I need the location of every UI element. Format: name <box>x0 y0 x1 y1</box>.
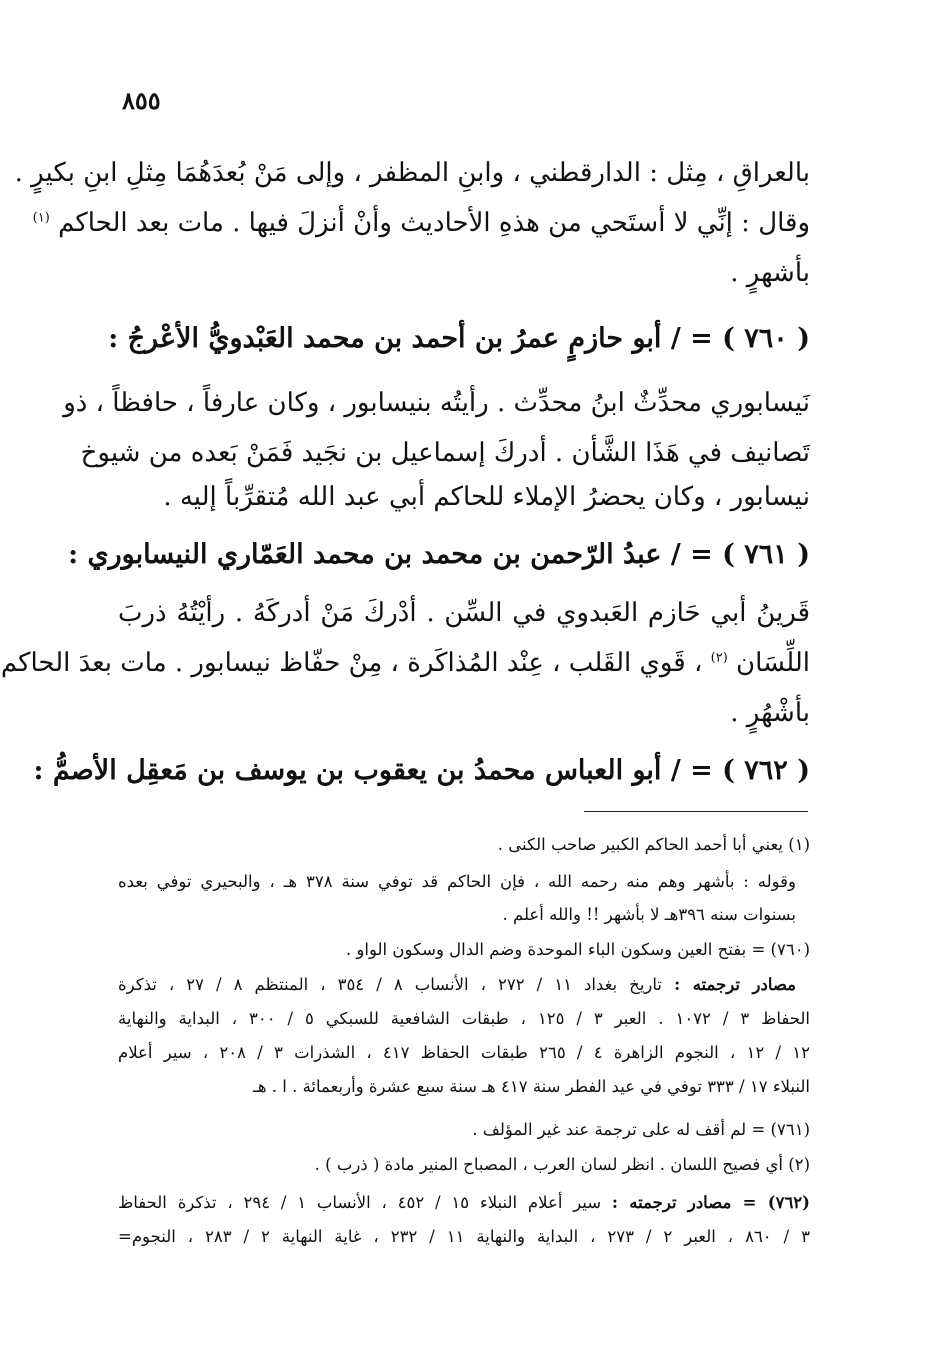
main-text-line-3: بأشهرٍ . <box>730 258 810 288</box>
main-text-line-2-text: وقال : إنِّي لا أستَحي من هذهِ الأحاديث وأنْ أنزلَ فيها . مات بعد الحاكم <box>58 208 810 238</box>
entry-761-line-2-text: ، قَوي القَلب ، عِنْد المُذاكَرة ، مِنْ حفّاظ نيسابور . مات بعدَ الحاكم <box>0 648 703 678</box>
footnote-762-line-2: ٣ / ٨٦٠ ، العبر ٢ / ٢٧٣ ، البداية والنهاية ١١ / ٢٣٢ ، غاية النهاية ٢ / ٢٨٣ ، النجوم= <box>118 1227 810 1246</box>
footnote-761: (٧٦١) = لم أقف له على ترجمة عند غير المؤلف . <box>472 1120 810 1139</box>
page-number: ٨٥٥ <box>122 86 161 115</box>
entry-761-line-3: بأشْهُرٍ . <box>730 698 810 728</box>
footnote-760-sources-label: مصادر ترجمته : <box>674 975 796 994</box>
footnote-1-cont-2: بسنوات سنه ٣٩٦هـ لا بأشهر !! والله أعلم . <box>502 905 796 924</box>
footnote-1-cont-1: وقوله : بأشهر وهم منه رحمه الله ، فإن الحاكم قد توفي سنة ٣٧٨ هـ ، والبحيري توفي بعده <box>118 872 796 891</box>
footnote-ref-1: (١) <box>32 210 50 226</box>
entry-heading-762: ( ٧٦٢ ) = / أبو العباس محمدُ بن يعقوب بن يوسف بن مَعقِل الأصمُّ : <box>33 755 810 786</box>
entry-760-line-1: نَيسابوري محدِّثٌ ابنُ محدِّث . رأيتُه بنيسابور ، وكان عارفاً ، حافظاً ، ذو <box>63 388 810 418</box>
footnote-ref-2: (٢) <box>710 650 728 666</box>
main-text-line-1: بالعراقِ ، مِثل : الدارقطني ، وابنِ المظفر ، وإلى مَنْ بُعدَهُمَا مِثلِ ابنِ بكيرٍ . <box>14 158 810 188</box>
footnote-760-sources-3: ١٢ / ١٢ ، النجوم الزاهرة ٤ / ٢٦٥ طبقات الحفاظ ٤١٧ ، الشذرات ٣ / ٢٠٨ ، سير أعلام <box>118 1043 810 1062</box>
entry-760-line-2: تَصانيف في هَذَا الشَّأن . أدركَ إسماعيل بن نجَيد فَمَنْ بَعده من شيوخ <box>80 438 810 468</box>
entry-760-line-3: نيسابور ، وكان يحضرُ الإملاء للحاكم أبي عبد الله مُتقرِّباً إليه . <box>163 482 810 512</box>
entry-heading-761: ( ٧٦١ ) = / عبدُ الرّحمن بن محمد بن محمد العَمّاري النيسابوري : <box>68 539 810 570</box>
footnote-762-line-1 <box>118 1188 810 1217</box>
footnote-760-sources-1-text: تاريخ بغداد ١١ / ٢٧٢ ، الأنساب ٨ / ٣٥٤ ، المنتظم ٨ / ٢٧ ، تذكرة <box>118 975 663 994</box>
entry-761-line-2-start: اللِّسَان <box>736 648 810 678</box>
footnote-762-line-1-text: سير أعلام النبلاء ١٥ / ٤٥٢ ، الأنساب ١ / ٢٩٤ ، تذكرة الحفاظ <box>118 1193 602 1212</box>
footnote-760-sources-2: الحفاظ ٣ / ١٠٧٢ . العبر ٣ / ١٢٥ ، طبقات الشافعية للسبكي ٥ / ٣٠٠ ، البداية والنهاية <box>118 1009 811 1028</box>
footnote-760-sources-4: النبلاء ١٧ / ٣٣٣ توفي في عيد الفطر سنة ٤١٧ هـ سنة سبع عشرة وأربعمائة . ا . هـ <box>253 1077 810 1096</box>
footnote-2: (٢) أي فصيح اللسان . انظر لسان العرب ، المصباح المنير مادة ( ذرب ) . <box>314 1155 810 1174</box>
entry-761-line-2 <box>0 638 810 688</box>
entry-761-line-1: قَرينُ أبي حَازم العَبدوي في السِّن . أدْركَ مَنْ أدركَهُ . رأيْتُهُ ذربَ <box>118 598 810 628</box>
footnote-762-label: (٧٦٢) = مصادر ترجمته : <box>611 1193 810 1212</box>
footnote-760-sources-1 <box>118 970 810 999</box>
footnote-divider <box>584 811 808 812</box>
main-text-line-2 <box>32 198 810 248</box>
footnote-760: (٧٦٠) = بفتح العين وسكون الباء الموحدة وضم الدال وسكون الواو . <box>345 940 810 959</box>
entry-heading-760: ( ٧٦٠ ) = / أبو حازمٍ عمرُ بن أحمد بن محمد العَبْدويُّ الأعْرجُ : <box>108 323 810 354</box>
footnote-1: (١) يعني أبا أحمد الحاكم الكبير صاحب الكنى . <box>497 835 810 854</box>
